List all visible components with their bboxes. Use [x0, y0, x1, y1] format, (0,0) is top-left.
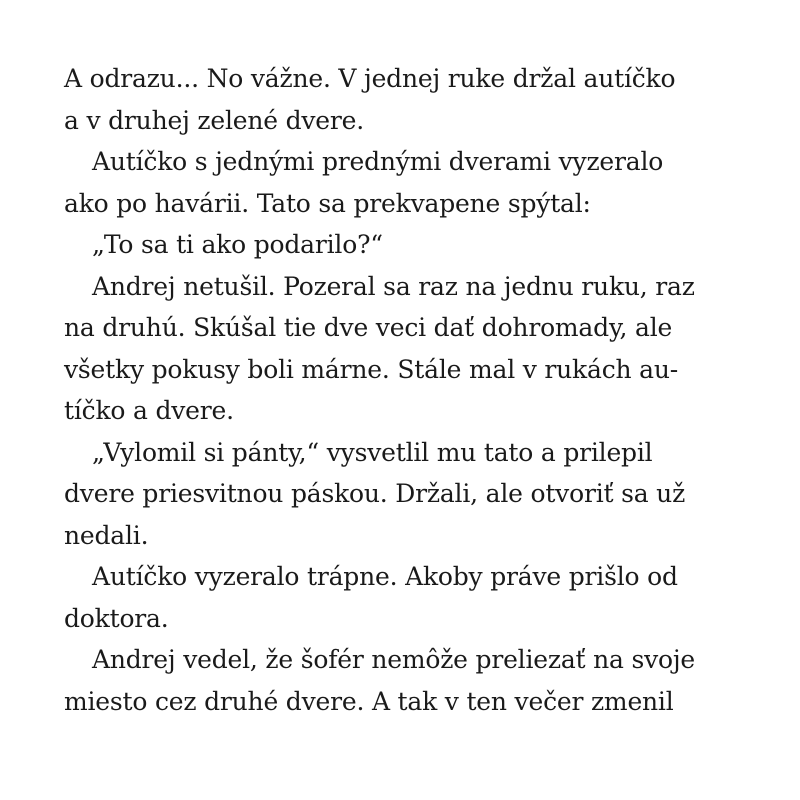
- text-line: všetky pokusy boli márne. Stále mal v rukách au-: [64, 354, 679, 384]
- text-line: na druhú. Skúšal tie dve veci dať dohromady, ale: [64, 313, 673, 342]
- text-line: dvere priesvitnou páskou. Držali, ale otvoriť sa už: [64, 479, 686, 508]
- text-line: „Vylomil si pánty,“ vysvetlil mu tato a prilepil: [92, 437, 653, 467]
- text-line: tíčko a dvere.: [64, 396, 234, 425]
- text-line: Andrej vedel, že šofér nemôže preliezať na svoje: [92, 645, 696, 674]
- text-line: Andrej netušil. Pozeral sa raz na jednu ruku, raz: [92, 271, 695, 301]
- text-line: Autíčko vyzeralo trápne. Akoby práve prišlo od: [92, 562, 678, 591]
- text-line: A odrazu... No vážne. V jednej ruke držal autíčko: [64, 64, 676, 93]
- text-line: doktora.: [64, 603, 169, 633]
- text-line: a v druhej zelené dvere.: [64, 105, 364, 135]
- text-line: Autíčko s jednými prednými dverami vyzeralo: [92, 147, 664, 176]
- text-line: miesto cez druhé dvere. A tak v ten večer zmenil: [64, 686, 674, 716]
- text-line: „To sa ti ako podarilo?“: [92, 230, 383, 259]
- text-line: nedali.: [64, 520, 149, 550]
- story-text: [64, 58, 744, 722]
- text-line: ako po havárii. Tato sa prekvapene spýtal:: [64, 188, 591, 218]
